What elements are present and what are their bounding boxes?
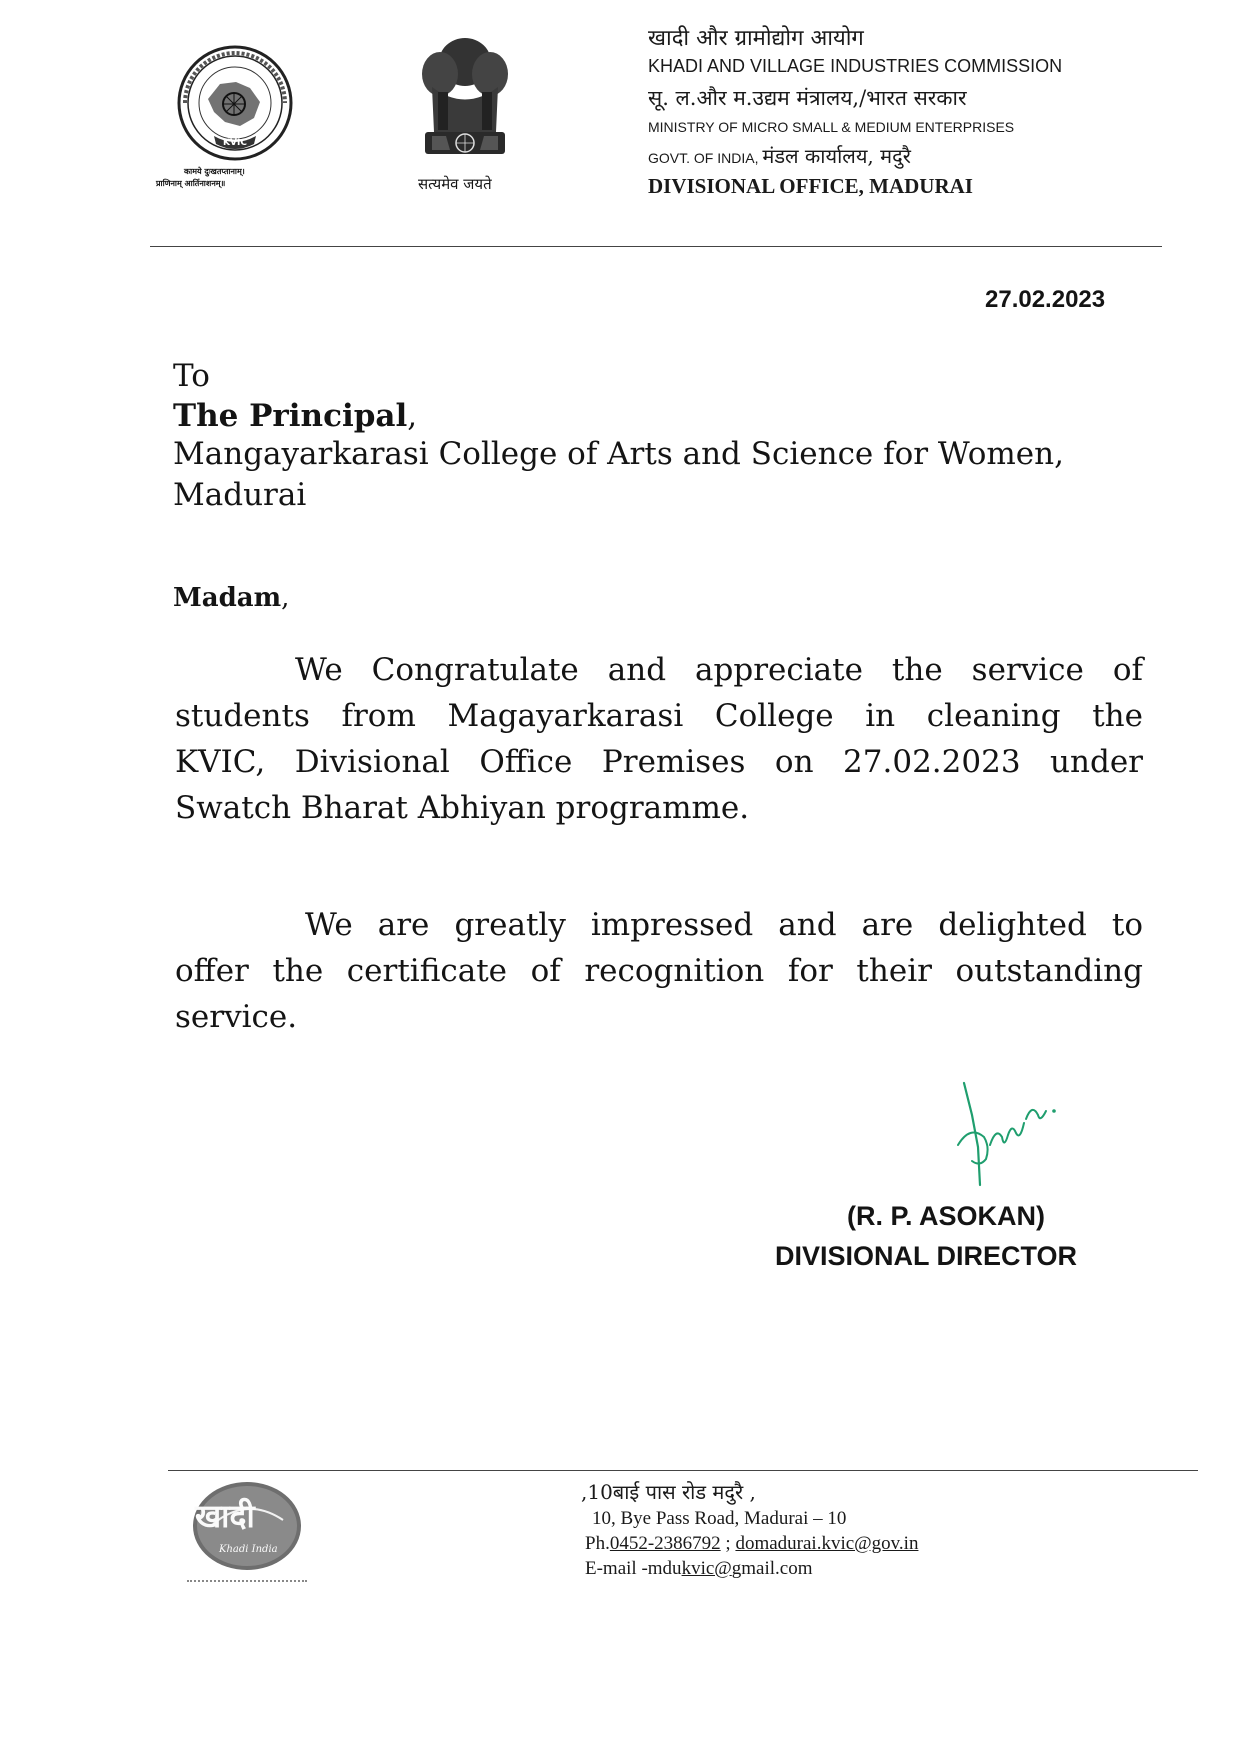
header-divider [150,246,1162,247]
ashoka-lion-emblem-icon [410,32,520,172]
govt-line [648,142,911,169]
recipient-title-bold: The Principal [173,398,408,434]
khadi-logo-underline [187,1580,307,1582]
national-emblem [410,32,520,202]
footer-hindi-address: ,10बाई पास रोड मदुरै , [581,1480,756,1504]
phone-separator: ; [720,1533,736,1554]
recipient-title-comma: , [407,398,418,434]
kvic-logo-caption-2: प्राणिनाम् आर्तिनाशनम्॥ [156,178,226,188]
salutation-bold: Madam [173,583,282,613]
para1-line-1: We Congratulate and appreciate the service of [295,652,1143,688]
footer-address: 10, Bye Pass Road, Madurai – 10 [592,1508,847,1529]
footer-contact [585,1533,918,1555]
org-hindi-name: खादी और ग्रामोद्योग आयोग [648,26,864,51]
org-english-name: KHADI AND VILLAGE INDUSTRIES COMMISSION [648,56,1063,76]
recipient-city: Madurai [173,477,307,513]
govt-hindi-office: मंडल कार्यालय, मदुरै [762,144,911,168]
footer-email [585,1558,813,1580]
govt-prefix: GOVT. OF INDIA, [648,150,759,166]
address-to: To [173,358,210,394]
emblem-motto: सत्यमेव जयते [418,175,492,193]
salutation-comma: , [281,583,290,613]
para1-line-4: Swatch Bharat Abhiyan programme. [175,790,750,826]
signatory-name: (R. P. ASOKAN) [847,1201,1046,1231]
email-suffix: gmail.com [731,1558,813,1579]
kvic-logo-caption-1: कामये दुःखतप्तानाम्। [184,166,245,176]
paragraph-1 [175,647,1143,831]
para2-line-3: service. [175,999,298,1035]
kvic-logo [156,44,300,194]
footer-divider [168,1470,1198,1471]
signatory-designation: DIVISIONAL DIRECTOR [775,1241,1078,1271]
divisional-office-title: DIVISIONAL OFFICE, MADURAI [648,174,973,198]
kvic-seal-icon [170,44,300,162]
handwritten-signature [950,1075,1090,1205]
ministry-english: MINISTRY OF MICRO SMALL & MEDIUM ENTERPRISES [648,119,1015,135]
ministry-hindi: सू. ल.और म.उद्यम मंत्रालय,/भारत सरकार [648,86,967,110]
svg-text:KVIC: KVIC [223,138,247,148]
salutation [173,583,289,613]
para2-line-2: offer the certificate of recognition for their outstanding [175,953,1143,989]
para2-line-1: We are greatly impressed and are delighted to [305,907,1143,943]
khadi-logo-text: खादी [195,1497,255,1535]
khadi-india-logo [183,1476,313,1586]
email-underlined[interactable]: kvic@ [681,1558,732,1579]
email-link-gov[interactable]: domadurai.kvic@gov.in [735,1533,919,1554]
letter-date: 27.02.2023 [985,286,1106,313]
email-prefix: E-mail -mdu [585,1558,682,1579]
khadi-logo-subtext: Khadi India [219,1544,278,1555]
phone-prefix: Ph. [585,1533,610,1554]
para1-line-3: KVIC, Divisional Office Premises on 27.02.2023 under [175,744,1143,780]
recipient-org: Mangayarkarasi College of Arts and Science for Women, [173,436,1064,472]
phone-number[interactable]: 0452-2386792 [609,1533,721,1554]
paragraph-2 [175,902,1143,1040]
para1-line-2: students from Magayarkarasi College in cleaning the [175,698,1143,734]
